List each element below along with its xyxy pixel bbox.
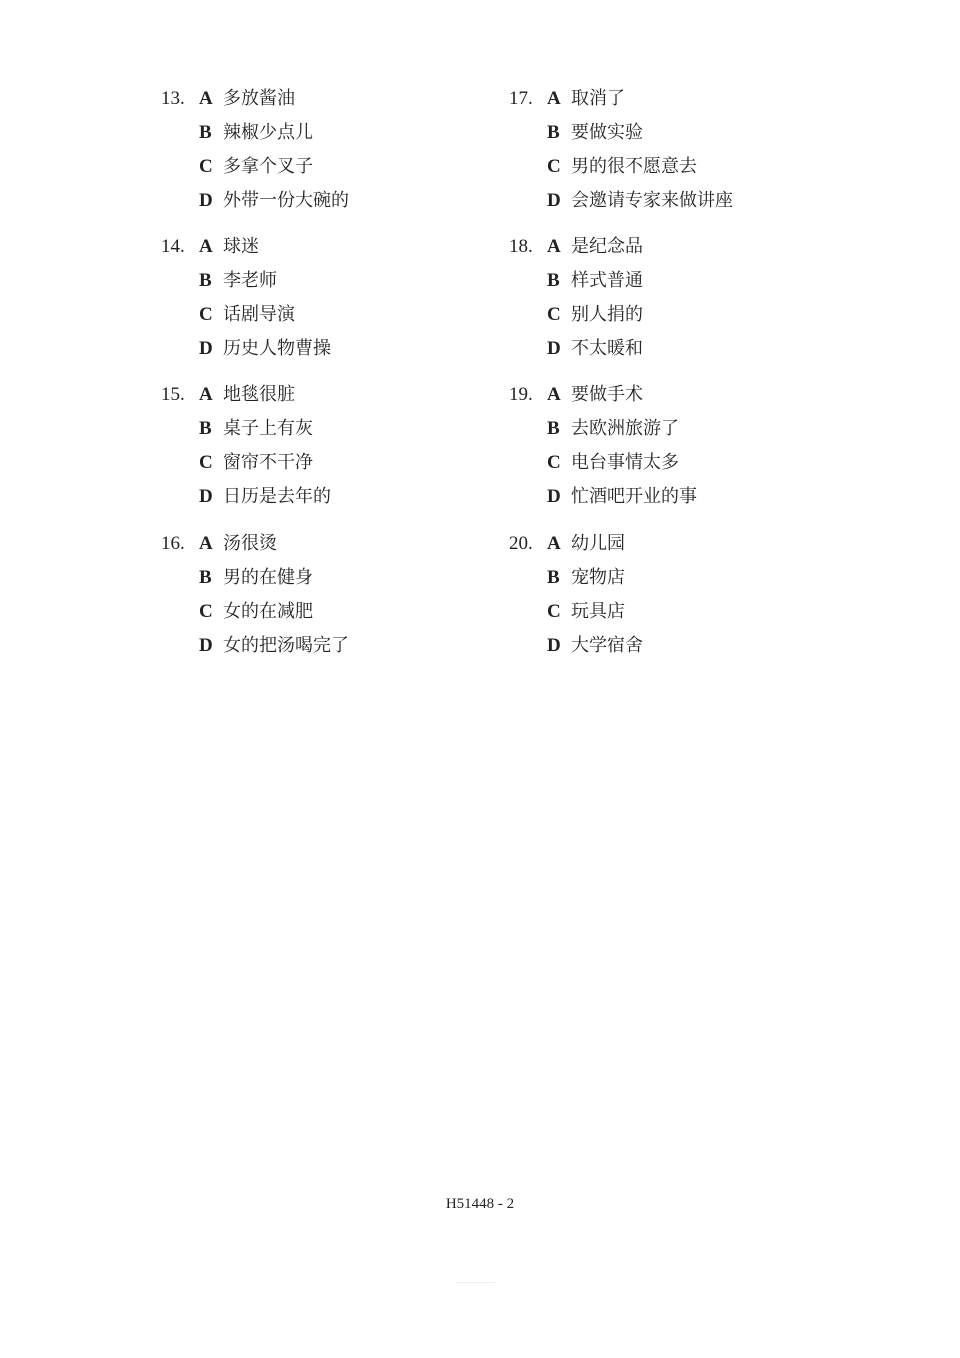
option-text: 男的在健身 — [223, 567, 313, 588]
option-row — [161, 527, 501, 561]
option-row — [509, 378, 849, 412]
question-19 — [509, 378, 849, 514]
option-row — [161, 184, 501, 218]
option-row — [161, 264, 501, 298]
option-letter: A — [547, 533, 561, 554]
question-16 — [161, 527, 501, 663]
option-letter: D — [547, 635, 561, 656]
question-20 — [509, 527, 849, 663]
option-row — [509, 82, 849, 116]
option-row — [161, 298, 501, 332]
scan-mark — [455, 1282, 495, 1283]
question-number: 18. — [509, 236, 533, 257]
question-number: 14. — [161, 236, 185, 257]
option-text: 宠物店 — [571, 567, 625, 588]
option-text: 去欧洲旅游了 — [571, 418, 679, 439]
option-row — [509, 332, 849, 366]
question-number: 15. — [161, 384, 185, 405]
option-letter: C — [547, 601, 561, 622]
option-letter: B — [547, 122, 560, 143]
option-text: 窗帘不干净 — [223, 452, 313, 473]
option-letter: C — [547, 304, 561, 325]
option-row — [161, 230, 501, 264]
option-text: 历史人物曹操 — [223, 338, 331, 359]
page-footer: H51448 - 2 — [445, 1196, 515, 1212]
option-letter: D — [547, 190, 561, 211]
option-letter: A — [199, 384, 213, 405]
option-text: 女的把汤喝完了 — [223, 635, 349, 656]
question-15 — [161, 378, 501, 514]
option-row — [509, 116, 849, 150]
option-text: 样式普通 — [571, 270, 643, 291]
option-letter: A — [547, 236, 561, 257]
option-text: 辣椒少点儿 — [223, 122, 313, 143]
option-row — [509, 412, 849, 446]
option-letter: C — [547, 452, 561, 473]
option-row — [509, 150, 849, 184]
option-text: 女的在减肥 — [223, 601, 313, 622]
option-row — [161, 480, 501, 514]
option-text: 桌子上有灰 — [223, 418, 313, 439]
option-letter: C — [199, 156, 213, 177]
option-text: 取消了 — [571, 88, 625, 109]
option-text: 不太暖和 — [571, 338, 643, 359]
option-letter: B — [199, 567, 212, 588]
option-letter: B — [199, 418, 212, 439]
option-row — [161, 412, 501, 446]
option-text: 大学宿舍 — [571, 635, 643, 656]
option-text: 外带一份大碗的 — [223, 190, 349, 211]
option-row — [509, 184, 849, 218]
option-text: 要做实验 — [571, 122, 643, 143]
option-letter: A — [199, 236, 213, 257]
option-letter: D — [547, 338, 561, 359]
option-text: 玩具店 — [571, 601, 625, 622]
option-letter: B — [199, 122, 212, 143]
option-letter: C — [199, 601, 213, 622]
option-row — [509, 264, 849, 298]
option-letter: D — [199, 338, 213, 359]
question-number: 13. — [161, 88, 185, 109]
option-letter: B — [547, 270, 560, 291]
option-row — [509, 480, 849, 514]
option-letter: A — [199, 88, 213, 109]
option-row — [509, 298, 849, 332]
option-row — [509, 629, 849, 663]
option-letter: A — [547, 88, 561, 109]
option-row — [161, 561, 501, 595]
option-text: 会邀请专家来做讲座 — [571, 190, 733, 211]
option-row — [161, 595, 501, 629]
option-text: 多拿个叉子 — [223, 156, 313, 177]
option-letter: B — [547, 567, 560, 588]
option-text: 别人捐的 — [571, 304, 643, 325]
option-row — [509, 595, 849, 629]
option-text: 李老师 — [223, 270, 277, 291]
option-row — [161, 378, 501, 412]
option-letter: C — [199, 452, 213, 473]
option-letter: D — [547, 486, 561, 507]
option-row — [161, 332, 501, 366]
option-row — [161, 82, 501, 116]
question-number: 16. — [161, 533, 185, 554]
option-letter: D — [199, 486, 213, 507]
option-text: 幼儿园 — [571, 533, 625, 554]
option-letter: D — [199, 635, 213, 656]
question-13 — [161, 82, 501, 218]
question-number: 20. — [509, 533, 533, 554]
question-14 — [161, 230, 501, 366]
option-text: 话剧导演 — [223, 304, 295, 325]
option-text: 要做手术 — [571, 384, 643, 405]
option-row — [509, 230, 849, 264]
option-text: 日历是去年的 — [223, 486, 331, 507]
option-letter: D — [199, 190, 213, 211]
question-18 — [509, 230, 849, 366]
option-text: 汤很烫 — [223, 533, 277, 554]
option-text: 是纪念品 — [571, 236, 643, 257]
option-letter: B — [199, 270, 212, 291]
option-text: 男的很不愿意去 — [571, 156, 697, 177]
option-letter: A — [199, 533, 213, 554]
option-row — [161, 116, 501, 150]
option-row — [509, 527, 849, 561]
option-letter: C — [547, 156, 561, 177]
question-number: 17. — [509, 88, 533, 109]
option-text: 忙酒吧开业的事 — [571, 486, 697, 507]
option-row — [161, 446, 501, 480]
option-letter: B — [547, 418, 560, 439]
option-row — [161, 629, 501, 663]
question-number: 19. — [509, 384, 533, 405]
option-row — [509, 446, 849, 480]
question-17 — [509, 82, 849, 218]
option-row — [509, 561, 849, 595]
option-row — [161, 150, 501, 184]
option-text: 电台事情太多 — [571, 452, 679, 473]
option-letter: A — [547, 384, 561, 405]
option-letter: C — [199, 304, 213, 325]
option-text: 地毯很脏 — [223, 384, 295, 405]
option-text: 多放酱油 — [223, 88, 295, 109]
option-text: 球迷 — [223, 236, 259, 257]
